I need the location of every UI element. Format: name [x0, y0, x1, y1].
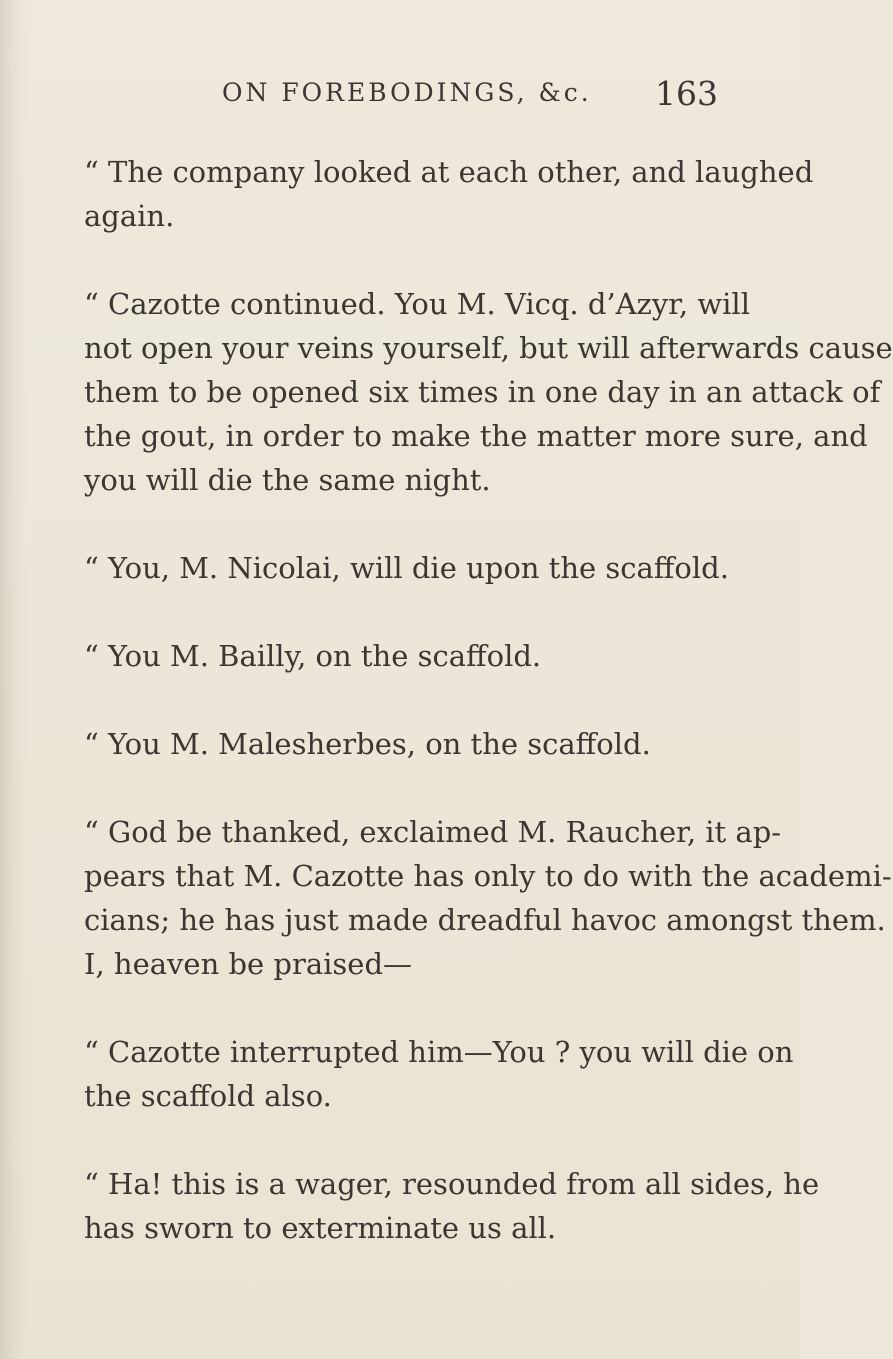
text-line: pears that M. Cazotte has only to do with the academi-	[84, 859, 892, 893]
text-line: again.	[84, 199, 175, 233]
body-text	[58, 150, 893, 1250]
text-line: I, heaven be praised—	[84, 947, 413, 981]
text-line: “ Ha! this is a wager, resounded from all sides, he	[84, 1167, 820, 1201]
text-line: “ You, M. Nicolai, will die upon the scaffold.	[84, 551, 729, 585]
text-line: “ Cazotte interrupted him—You ? you will die on	[84, 1035, 794, 1069]
text-line: “ Cazotte continued. You M. Vicq. d’Azyr, will	[84, 287, 750, 321]
text-line: “ You M. Bailly, on the scaffold.	[84, 639, 542, 673]
text-line: them to be opened six times in one day in an attack of	[84, 375, 881, 409]
running-head: ON FOREBODINGS, &c.	[222, 78, 592, 107]
paragraph-raucher	[58, 810, 892, 986]
page-number: 163	[655, 74, 718, 113]
text-line: “ You M. Malesherbes, on the scaffold.	[84, 727, 651, 761]
text-line: “ The company looked at each other, and laughed	[84, 155, 814, 189]
paragraph-nicolai	[58, 546, 758, 590]
paragraph-cazotte-continued	[58, 282, 893, 502]
text-line: cians; he has just made dreadful havoc amongst them.	[84, 903, 886, 937]
page-header	[0, 74, 800, 114]
text-line: “ God be thanked, exclaimed M. Raucher, it ap-	[84, 815, 782, 849]
text-line: not open your veins yourself, but will afterwards cause	[84, 331, 893, 365]
paragraph-malesherbes	[58, 722, 758, 766]
text-line: the gout, in order to make the matter more sure, and	[84, 419, 868, 453]
text-line: has sworn to exterminate us all.	[84, 1211, 557, 1245]
paragraph-company-laughed	[58, 150, 814, 238]
paragraph-wager	[58, 1162, 820, 1250]
paragraph-bailly	[58, 634, 758, 678]
paragraph-cazotte-interrupted	[58, 1030, 794, 1118]
text-line: you will die the same night.	[84, 463, 491, 497]
text-line: the scaffold also.	[84, 1079, 332, 1113]
